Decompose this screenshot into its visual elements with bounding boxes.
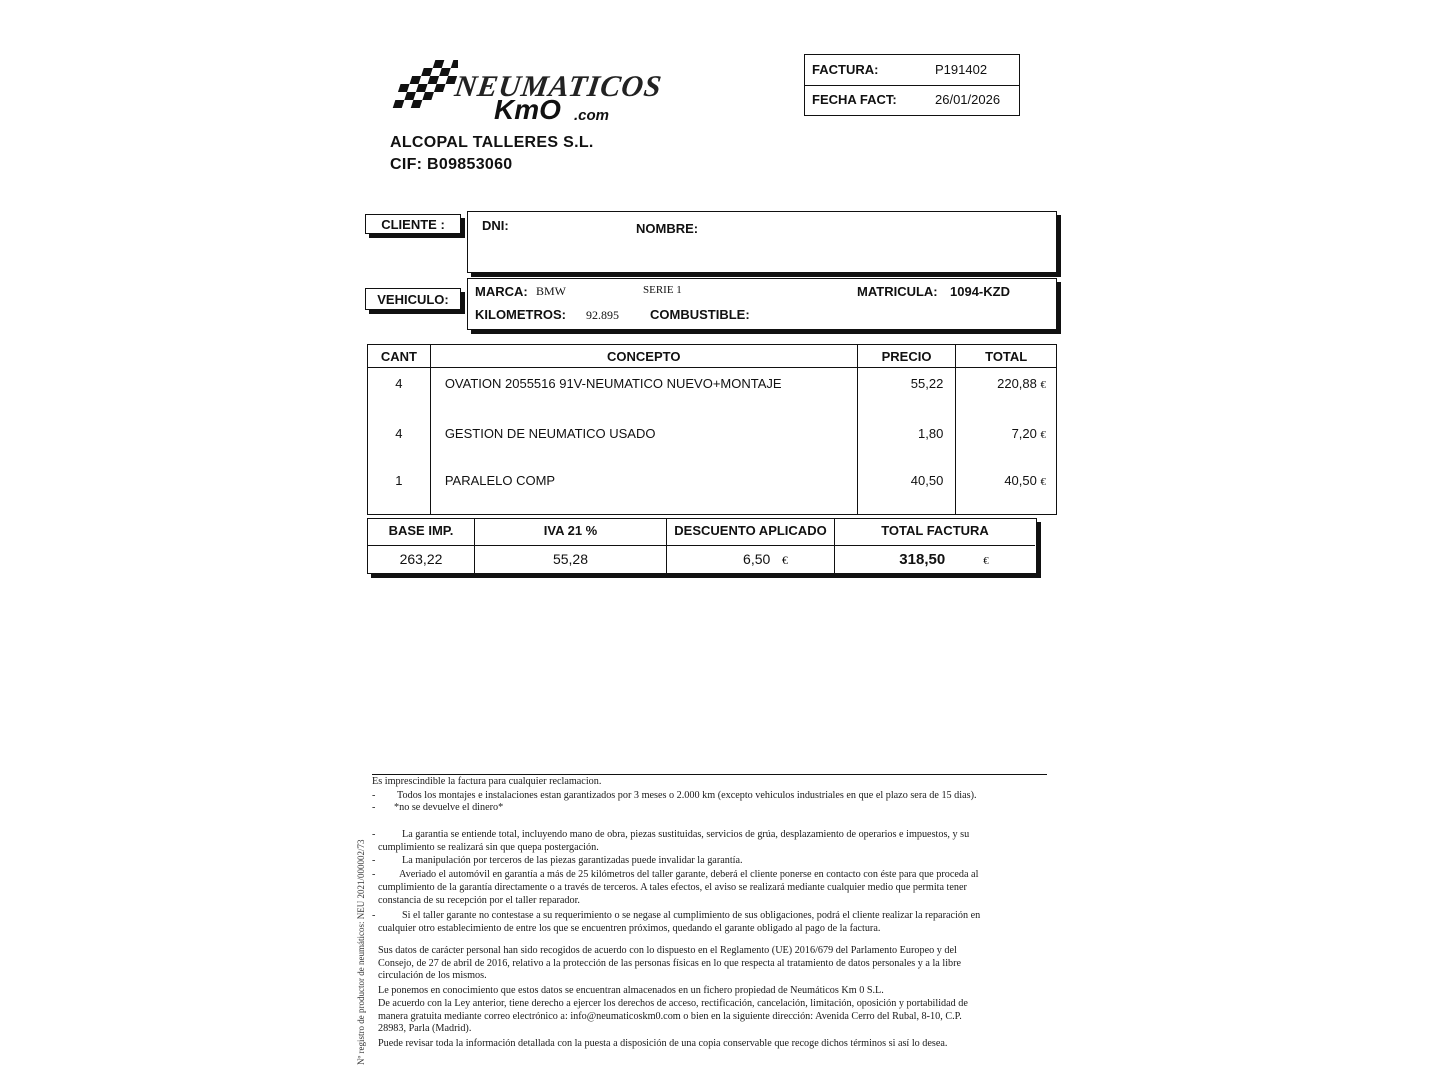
legal-line-1: Es imprescindible la factura para cualquier reclamacion. (372, 776, 602, 787)
invoice-header-box (804, 54, 1020, 116)
fecha-value: 26/01/2026 (935, 92, 1001, 107)
descuento-label: DESCUENTO APLICADO (667, 519, 835, 545)
legal-bullet: - (372, 829, 376, 840)
line-precio: 40,50 (857, 467, 956, 515)
vehicle-tag: VEHICULO: (377, 292, 449, 307)
combustible-label: COMBUSTIBLE: (650, 307, 750, 322)
legal-bullet: - (372, 802, 376, 813)
vehicle-tag-box (365, 288, 461, 310)
legal-line-3: *no se devuelve el dinero* (394, 802, 504, 813)
company-name: ALCOPAL TALLERES S.L. (390, 134, 594, 151)
company-cif: CIF: B09853060 (390, 156, 513, 173)
legal-line-19: Puede revisar toda la información detallada con la puesta a disposición de una copia conservable que recoge dichos términos si así lo desea. (378, 1038, 948, 1049)
legal-line-16: De acuerdo con la Ley anterior, tiene derecho a ejercer los derechos de acceso, rectificación, cancelación, limitación, oposición y portabilidad de (378, 998, 968, 1009)
km-value: 92.895 (586, 308, 619, 322)
matricula-value: 1094-KZD (950, 284, 1010, 299)
line-cant: 4 (368, 368, 431, 418)
client-tag: CLIENTE : (381, 217, 445, 232)
legal-bullet: - (372, 790, 376, 801)
iva-value: 55,28 (475, 545, 667, 575)
legal-line-4: La garantia se entiende total, incluyendo mano de obra, piezas sustituidas, servicios de grúa, desplazamiento de operarios e impuestos, y su (402, 829, 970, 840)
line-cant: 4 (368, 418, 431, 467)
line-cant: 1 (368, 467, 431, 515)
fecha-label: FECHA FACT: (812, 92, 897, 107)
model-value: SERIE 1 (643, 284, 682, 296)
dni-label: DNI: (482, 218, 509, 233)
legal-line-18: 28983, Parla (Madrid). (378, 1023, 472, 1034)
col-total-header: TOTAL (956, 345, 1057, 368)
totals-box (367, 518, 1037, 574)
iva-label: IVA 21 % (475, 519, 667, 545)
marca-value: BMW (536, 284, 566, 298)
base-value: 263,22 (368, 545, 475, 575)
vehicle-box (467, 278, 1057, 330)
legal-line-2: Todos los montajes e instalaciones estan garantizados por 3 meses o 2.000 km (excepto vehiculos industriales en que el plazo sera de 15 dias). (397, 790, 977, 801)
legal-line-15: Le ponemos en conocimiento que estos datos se encuentran almacenados en un fichero propiedad de Neumáticos Km 0 S.L. (378, 985, 884, 996)
total-factura-value-cell (835, 545, 1035, 575)
base-label: BASE IMP. (368, 519, 475, 545)
table-header-row (368, 345, 1057, 368)
col-concepto-header: CONCEPTO (430, 345, 857, 368)
km-label: KILOMETROS: (475, 307, 566, 322)
line-currency: € (1040, 475, 1046, 488)
legal-line-14: circulación de los mismos. (378, 970, 487, 981)
line-currency: € (1040, 428, 1046, 441)
legal-line-6: La manipulación por terceros de las piezas garantizadas puede invalidar la garantía. (402, 855, 743, 866)
logo-text-km0: KmO (494, 94, 561, 125)
legal-line-13: Consejo, de 27 de abril de 2016, relativo a la protección de las personas físicas en lo que respecta al tratamiento de datos personales y a la libre (378, 958, 962, 969)
col-cant-header: CANT (368, 345, 431, 368)
line-precio: 55,22 (857, 368, 956, 418)
logo-text-com: .com (574, 107, 610, 124)
line-concepto: OVATION 2055516 91V-NEUMATICO NUEVO+MONTAJE (430, 368, 857, 418)
invoice-lines-table (367, 344, 1057, 515)
total-factura-currency: € (983, 555, 989, 567)
table-row (368, 467, 1057, 515)
legal-line-8: cumplimiento de la garantía directamente o a través de terceros. A tales efectos, el aviso se realizará mediante cualquier medio que permita tener (378, 882, 967, 893)
nombre-label: NOMBRE: (636, 221, 699, 236)
logo-text-neumaticos: NEUMATICOS (452, 70, 665, 103)
descuento-value-cell (667, 545, 835, 575)
line-total: 7,20 (1011, 425, 1037, 441)
side-registration-text: Nº registro de productor de neumáticos: NEU 2021/000002/73 (356, 839, 366, 1065)
line-total-cell (956, 467, 1057, 515)
legal-bullet: - (372, 855, 376, 866)
legal-line-7: Averiado el automóvil en garantía a más de 25 kilómetros del taller garante, deberá el cliente ponerse en contacto con éste para que proceda al (399, 869, 979, 880)
total-factura-label: TOTAL FACTURA (881, 523, 989, 538)
line-concepto: PARALELO COMP (430, 467, 857, 515)
matricula-label: MATRICULA: (857, 284, 938, 299)
legal-line-11: cualquier otro establecimiento de entre los que se encuentren próximos, quedando el garante obligado al pago de la factura. (378, 923, 881, 934)
line-total-cell (956, 368, 1057, 418)
legal-line-17: manera gratuita mediante correo electrónico a: info@neumaticoskm0.com o bien en la siguiente dirección: Avenida Cerro del Rubal, 8-10, C.P. (378, 1011, 962, 1022)
table-row (368, 368, 1057, 418)
legal-bullet: - (372, 910, 376, 921)
descuento-value: 6,50 (743, 551, 771, 567)
line-currency: € (1040, 379, 1046, 391)
total-factura-value: 318,50 (899, 551, 946, 568)
line-total: 220,88 (997, 376, 1037, 391)
line-precio: 1,80 (857, 418, 956, 467)
checkered-flag-logo (388, 58, 458, 118)
legal-line-10: Si el taller garante no contestase a su requerimiento o se negase al cumplimiento de sus obligaciones, podrá el cliente realizar la reparación en (402, 910, 981, 921)
client-box (467, 211, 1057, 273)
client-tag-box (365, 214, 461, 234)
line-total: 40,50 (1004, 472, 1037, 488)
factura-label: FACTURA: (812, 62, 879, 77)
line-total-cell (956, 418, 1057, 467)
legal-line-9: constancia de su recepción por el taller reparador. (378, 895, 580, 906)
descuento-currency: € (781, 553, 788, 567)
marca-label: MARCA: (475, 284, 528, 299)
factura-value: P191402 (935, 62, 988, 77)
table-row (368, 418, 1057, 467)
col-precio-header: PRECIO (857, 345, 956, 368)
line-concepto: GESTION DE NEUMATICO USADO (430, 418, 857, 467)
legal-line-5: cumplimiento se realizará sin que quepa postergación. (378, 842, 599, 853)
legal-bullet: - (372, 869, 376, 880)
legal-line-12: Sus datos de carácter personal han sido recogidos de acuerdo con lo dispuesto en el Reglamento (UE) 2016/679 del Parlamento Europeo y del (378, 945, 957, 956)
